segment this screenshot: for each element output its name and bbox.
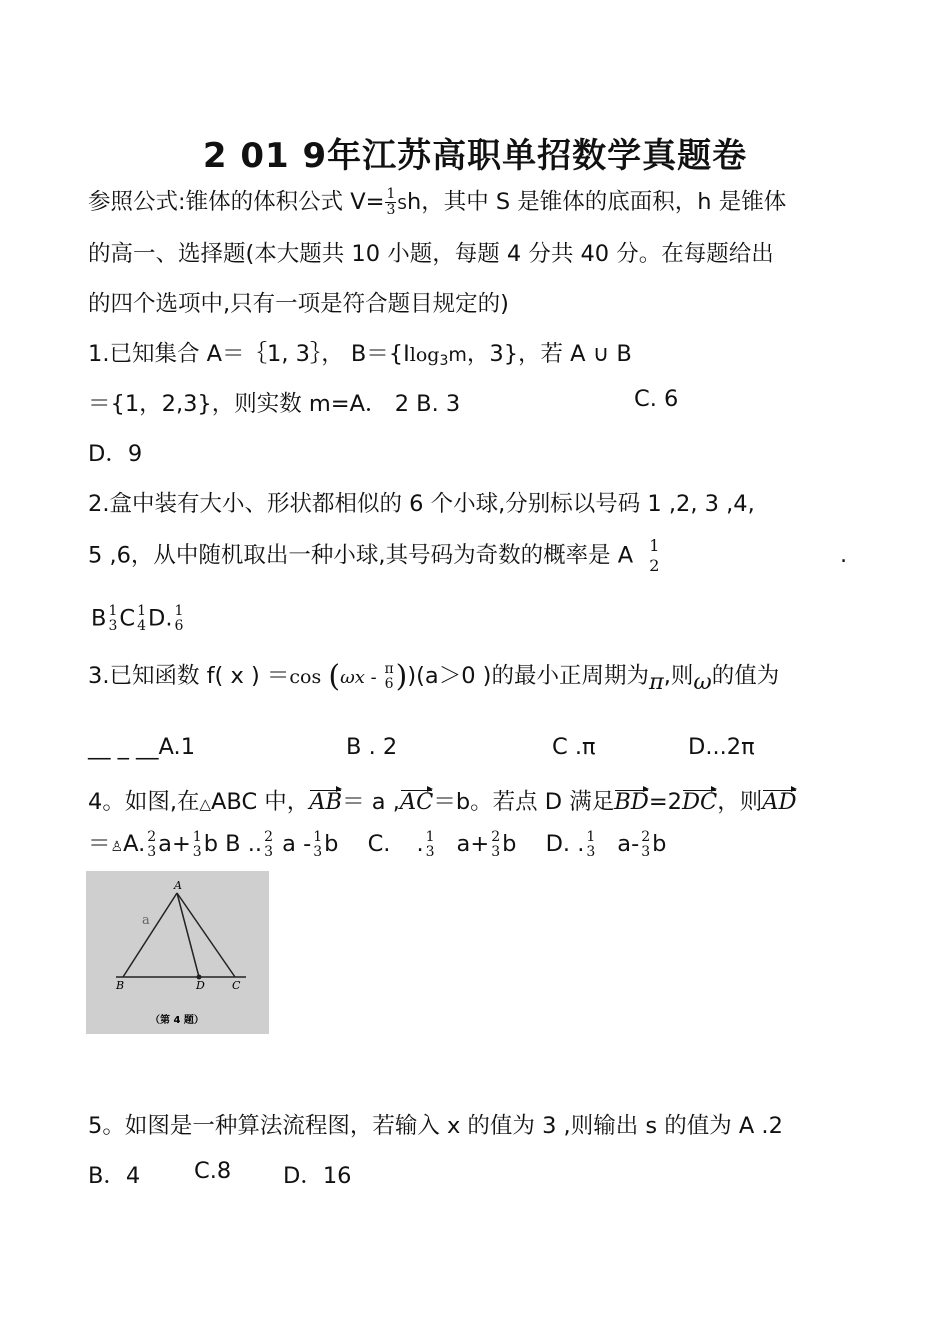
log-argument: m <box>448 344 467 366</box>
question-3-option-d: D...2π <box>688 734 755 760</box>
vector-dc: DC <box>682 789 718 815</box>
question-1-line-2: ＝{1，2,3}，则实数 m=A． 2 B. 3 <box>88 391 461 417</box>
intro-line-2: 的高一、选择题(本大题共 10 小题，每题 4 分共 40 分。在每题给出 <box>88 241 774 267</box>
question-2-dot: . <box>840 542 848 568</box>
label-a: A <box>174 879 182 892</box>
figure-caption: （第 4 题） <box>150 1015 204 1026</box>
formula-line <box>88 184 786 218</box>
question-2-line-2: 5 ,6，从中随机取出一种小球,其号码为奇数的概率是 A 1 2 <box>88 536 660 575</box>
log-function: log <box>409 344 440 366</box>
question-2-options: B 1 3 C 1 4 D. 1 6 <box>91 603 184 634</box>
question-3-blank-option-a: __ _ __A.1 <box>88 734 196 760</box>
vector-ad: AD <box>762 789 797 815</box>
option-a-fraction: 1 2 <box>649 536 660 575</box>
formula-prefix: 参照公式:锥体的体积公式 V= <box>88 189 385 215</box>
question-4-options: ＝♙A. 2 3 a+ 1 3 b B .. 2 3 a - 1 3 b C. . 1 3 a+ 2 3 b D. . 1 3 a- 2 3 b <box>88 828 667 860</box>
question-1-option-d: D．9 <box>88 441 143 467</box>
page-title: 2 01 9年江苏高职单招数学真题卷 <box>202 136 748 176</box>
question-2-line-1: 2.盒中装有大小、形状都相似的 6 个小球,分别标以号码 1 ,2, 3 ,4, <box>88 491 755 517</box>
label-c: C <box>232 979 241 992</box>
triangle-symbol: △ <box>199 795 212 813</box>
question-5-option-c: C.8 <box>194 1158 232 1184</box>
triangle-diagram <box>86 871 269 1034</box>
question-4-line-1: 4。如图,在△ABC 中，AB＝ a ,AC＝b。若点 D 满足BD=2DC，则AD <box>88 789 797 815</box>
triangle-figure <box>86 871 269 1034</box>
label-side-a: a <box>142 913 150 928</box>
question-3-line-1: 3.已知函数 f( x ) ＝cos (ωx - π 6 ))(a＞0 )的最小正周期为π,则ω的值为 <box>88 659 780 695</box>
cos-function: cos <box>289 666 322 688</box>
label-d: D <box>196 979 205 992</box>
question-1-option-c: C. 6 <box>634 386 679 412</box>
question-1-line-1: 1.已知集合 A＝｛1, 3｝， B＝{Ilog3m，3}，若 A ∪ B <box>88 341 632 369</box>
vector-ac: AC <box>399 789 434 815</box>
question-5-line-1: 5。如图是一种算法流程图，若输入 x 的值为 3 ,则输出 s 的值为 A .2 <box>88 1113 783 1139</box>
stamp-icon: ♙ <box>110 839 124 855</box>
label-b: B <box>116 979 125 992</box>
log-base: 3 <box>439 353 449 369</box>
vector-ab: AB <box>309 789 343 815</box>
formula-suffix: h，其中 S 是锥体的底面积，h 是锥体 <box>406 189 787 215</box>
intro-line-3: 的四个选项中,只有一项是符合题目规定的) <box>88 291 509 317</box>
formula-s: S <box>397 195 407 213</box>
one-third-fraction: $\frac{1}{3}$ <box>386 186 396 218</box>
question-5-option-b: B．4 <box>88 1163 141 1189</box>
question-3-option-b: B . 2 <box>346 734 398 760</box>
vector-bd: BD <box>614 789 649 815</box>
question-3-option-c: C .π <box>552 734 596 760</box>
question-5-option-d: D．16 <box>283 1163 352 1189</box>
